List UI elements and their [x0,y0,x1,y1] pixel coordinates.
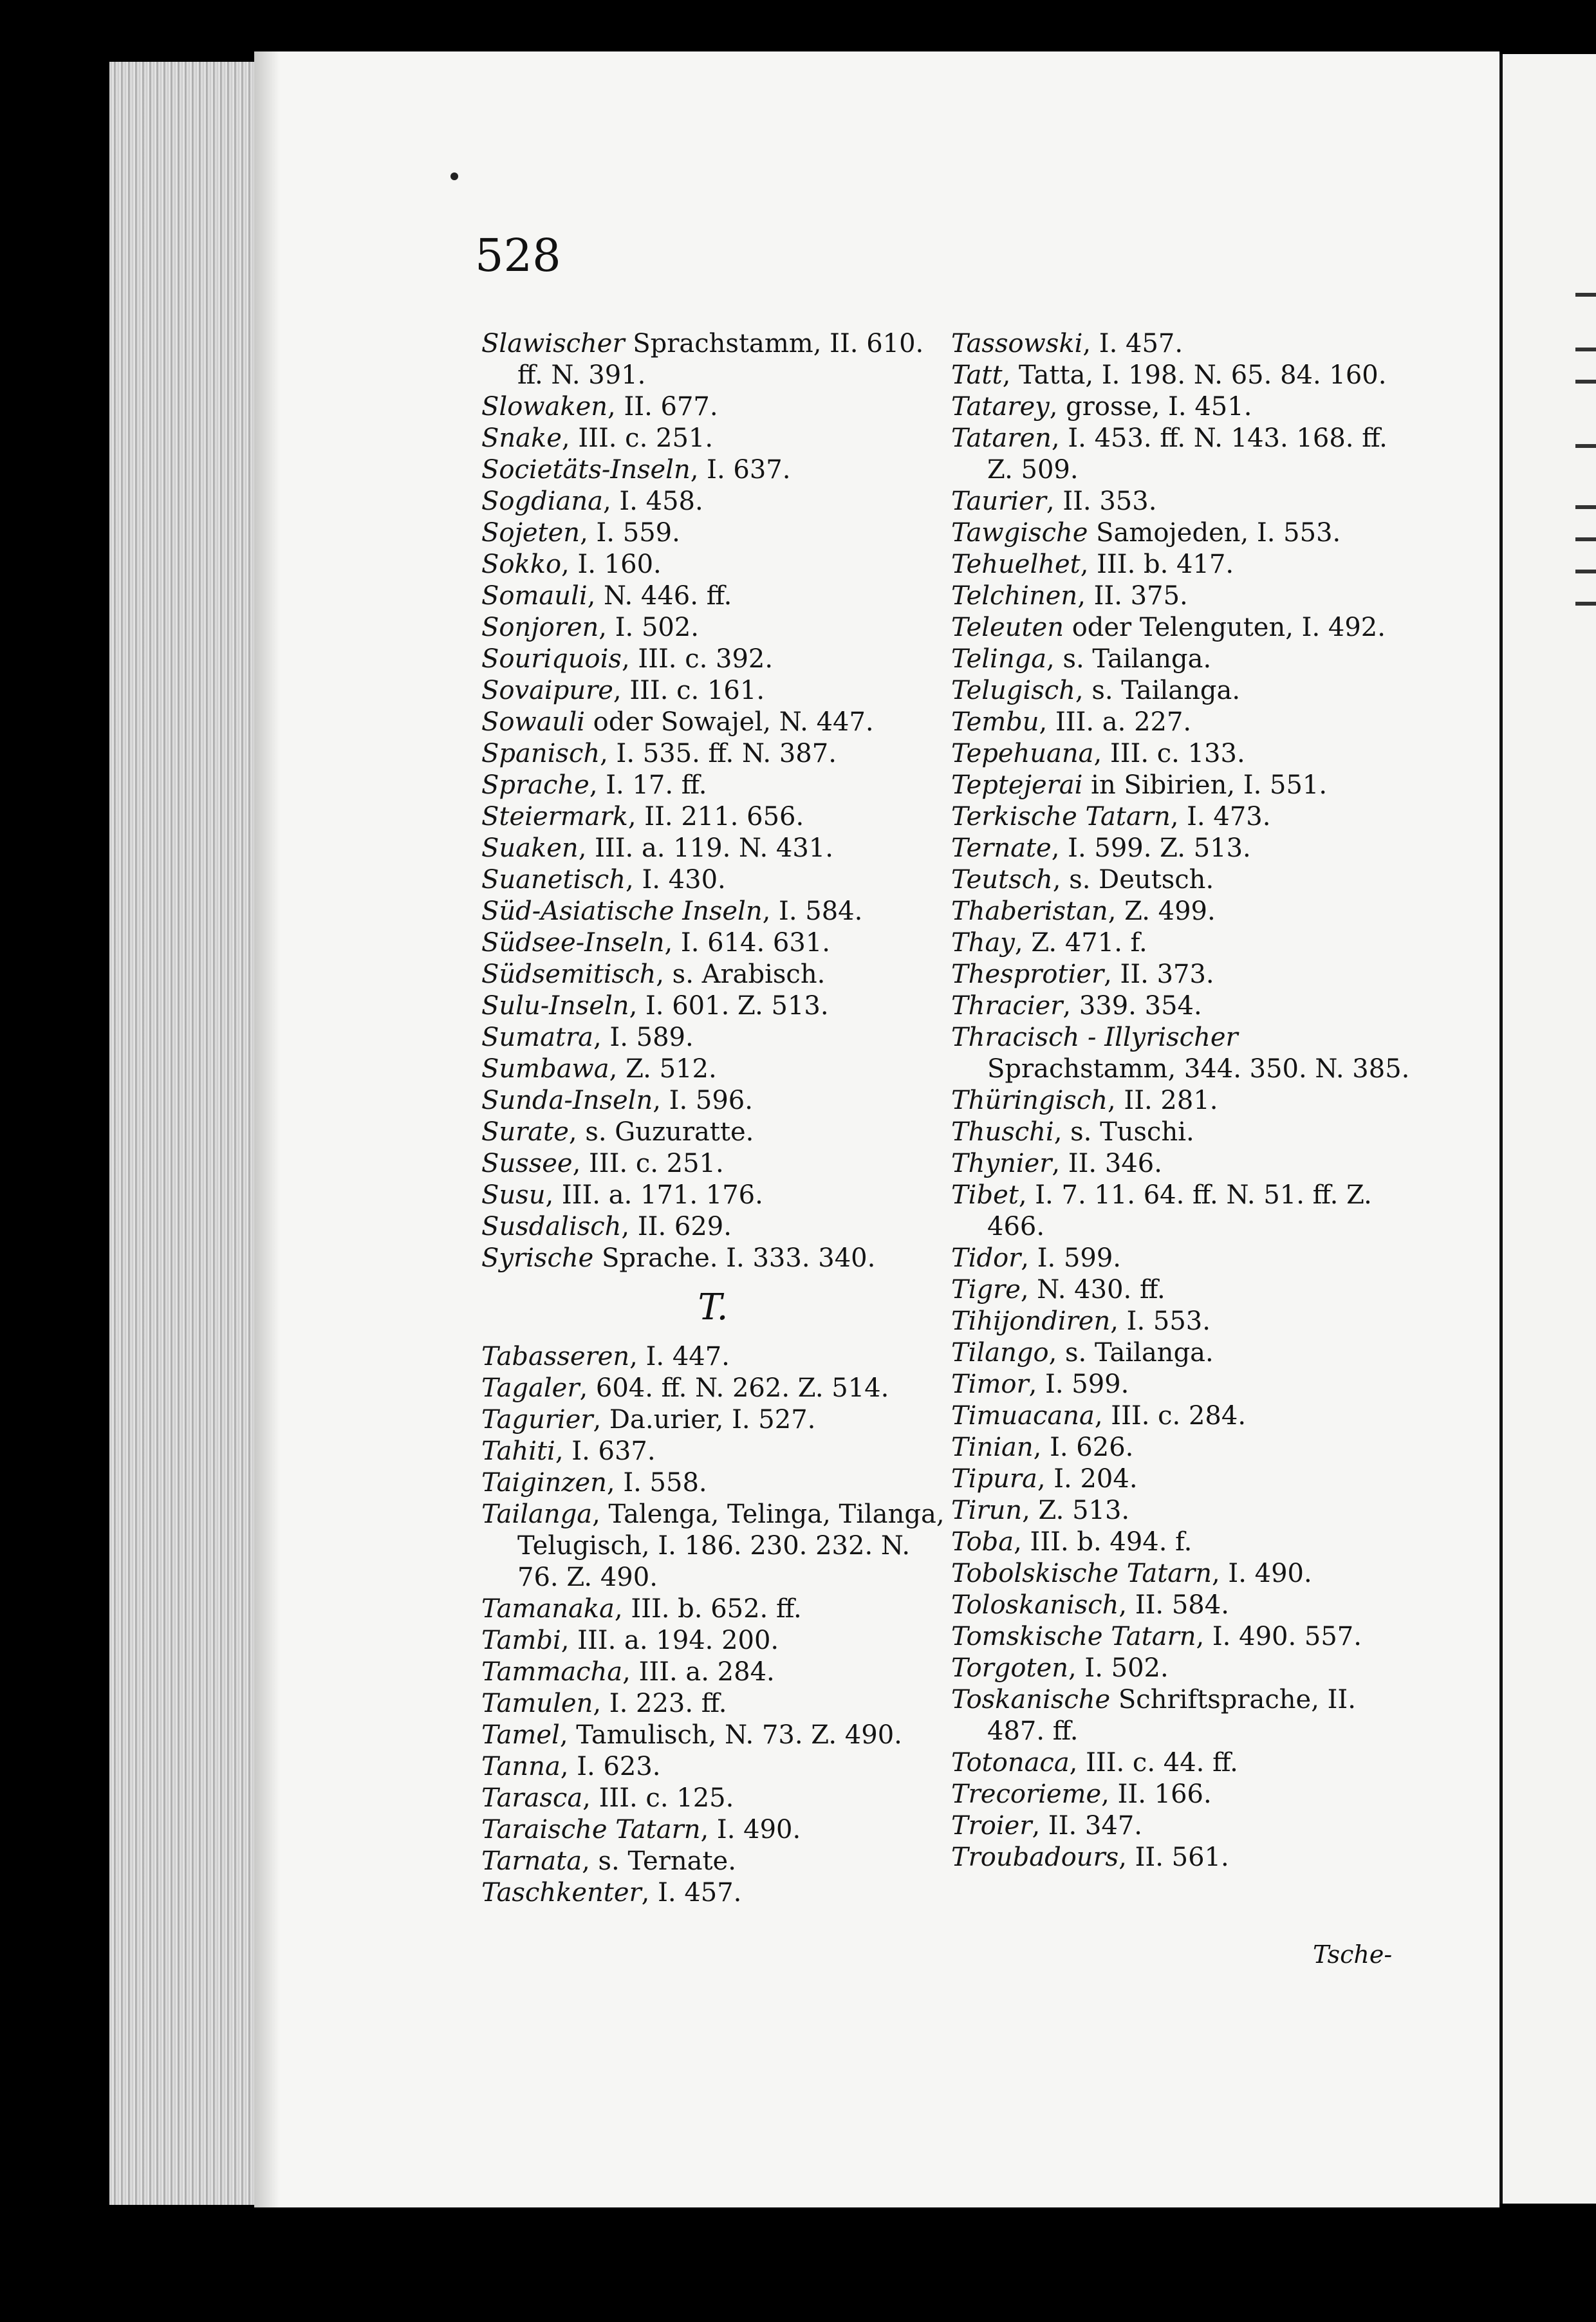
entry-term: Suaken [481,833,579,863]
index-entry [481,549,945,580]
entry-reference: , I. 502. [598,613,700,642]
index-entry [951,1558,1415,1590]
entry-term: Slowaken [481,392,608,422]
entry-reference: , I. 473. [1170,802,1271,831]
entry-term: Thracisch - Illyrischer [951,1023,1238,1052]
entry-term: Thynier [951,1149,1052,1178]
entry-reference: , s. Tailanga. [1075,676,1241,705]
entry-term: Südsee-Inseln [481,928,665,958]
entry-reference: , I. 430. [626,865,726,895]
adjacent-page-text-fragments [1575,0,1596,2322]
entry-reference: , I. 589. [593,1023,694,1052]
entry-term: Syrische [481,1243,594,1273]
index-entry [951,1180,1415,1243]
index-entry [951,328,1415,360]
entry-reference: Sprachstamm, 344. 350. N. 385. [987,1054,1410,1084]
entry-reference: , N. 430. ff. [1020,1275,1165,1305]
entry-reference: , I. 584. [762,896,863,926]
entry-reference: , III. a. 194. 200. [561,1626,779,1655]
index-entry [481,1814,945,1846]
entry-term: Tatarey [951,392,1050,422]
index-entry [951,1085,1415,1117]
entry-reference: , II. 347. [1032,1811,1142,1841]
index-entry [951,1022,1415,1085]
index-entry [951,360,1415,391]
entry-reference: , III. b. 494. f. [1014,1527,1192,1557]
entry-reference: , II. 346. [1052,1149,1162,1178]
index-entry [481,990,945,1022]
entry-term: Sumbawa [481,1054,609,1084]
entry-term: Teutsch [951,865,1053,895]
entry-reference: , I. 553. [1110,1306,1211,1336]
entry-term: Snake [481,423,562,453]
entry-term: Tamulen [481,1689,593,1718]
entry-term: Steiermark [481,802,628,831]
index-entry [481,1657,945,1688]
entry-reference: , II. 353. [1046,487,1157,516]
index-entry [481,1404,945,1436]
entry-term: Sogdiana [481,487,603,516]
entry-reference: , II. 584. [1118,1590,1229,1620]
index-entry [481,454,945,486]
entry-term: Somauli [481,581,588,611]
entry-reference: Samojeden, I. 553. [1088,518,1341,548]
index-entry [951,1148,1415,1180]
index-entry [951,1653,1415,1684]
entry-term: Thuschi [951,1117,1054,1147]
index-entry [951,833,1415,864]
index-entry [481,864,945,896]
entry-reference: , III. a. 284. [622,1657,775,1687]
entry-term: Tihijondiren [951,1306,1111,1336]
entry-term: Toba [951,1527,1014,1557]
index-entry [481,896,945,927]
index-entry [951,896,1415,927]
entry-reference: , I. 490. [1212,1559,1312,1588]
index-entry [951,1810,1415,1842]
entry-reference: , I. 599. Z. 513. [1051,833,1251,863]
index-entry [481,1054,945,1085]
index-entry [951,738,1415,770]
entry-term: Taurier [951,487,1046,516]
entry-term: Timuacana [951,1401,1095,1431]
entry-reference: , I. 558. [606,1468,707,1498]
entry-reference: , I. 490. [700,1815,801,1844]
entry-term: Thüringisch [951,1086,1108,1115]
entry-reference: , I. 596. [653,1086,753,1115]
entry-reference: , I. 599. [1028,1370,1129,1399]
entry-term: Societäts-Inseln [481,455,691,485]
entry-term: Tailanga [481,1500,593,1529]
entry-reference: , I. 626. [1033,1433,1134,1462]
entry-term: Spanisch [481,739,600,768]
index-entry [951,990,1415,1022]
entry-reference: , I. 447. [629,1342,730,1371]
entry-reference: , I. 17. ff. [589,770,707,800]
entry-term: Timor [951,1370,1029,1399]
entry-term: Tehuelhet [951,550,1081,579]
index-entry [481,1625,945,1657]
index-entry [951,801,1415,833]
entry-reference: , I. 458. [602,487,703,516]
entry-term: Süd-Asiatische Inseln [481,896,763,926]
entry-term: Sunda-Inseln [481,1086,653,1115]
entry-term: Sowauli [481,707,585,737]
entry-term: Thay [951,928,1015,958]
entry-term: Thesprotier [951,960,1104,989]
entry-reference: , III. c. 284. [1094,1401,1247,1431]
index-entry [481,675,945,707]
index-entry [481,1720,945,1751]
index-entry [481,1499,945,1593]
index-entry [481,1341,945,1373]
entry-reference: , I. 490. 557. [1196,1622,1362,1651]
entry-term: Surate [481,1117,569,1147]
index-entry [951,1842,1415,1873]
entry-term: Torgoten [951,1653,1068,1683]
entry-reference: , 339. 354. [1062,991,1202,1021]
index-entry [481,707,945,738]
entry-reference: , I. 453. ff. N. 143. 168. ff. Z. 509. [987,423,1387,485]
index-entry [951,1243,1415,1274]
entry-reference: , I. 502. [1068,1653,1169,1683]
index-entry [481,580,945,612]
entry-reference: , III. a. 119. N. 431. [578,833,833,863]
index-entry [951,1621,1415,1653]
entry-term: Tahiti [481,1436,555,1466]
entry-reference: , I. 601. Z. 513. [629,991,829,1021]
entry-term: Sonjoren [481,613,599,642]
index-entry [951,959,1415,990]
index-entry [951,423,1415,486]
entry-term: Sumatra [481,1023,593,1052]
entry-term: Suanetisch [481,865,626,895]
entry-reference: , II. 166. [1101,1779,1212,1809]
index-entry [481,1783,945,1814]
entry-reference: , I. 559. [580,518,680,548]
index-entry [951,391,1415,423]
entry-term: Tobolskische Tatarn [951,1559,1212,1588]
index-entry [951,1779,1415,1810]
entry-term: Tatt [951,360,1003,390]
entry-term: Sussee [481,1149,573,1178]
entry-reference: , I. 535. ff. N. 387. [600,739,837,768]
entry-term: Tarnata [481,1846,582,1876]
entry-term: Tirun [951,1496,1023,1525]
index-entry [481,1688,945,1720]
catchword: Tsche- [1313,1940,1393,1969]
entry-reference: , III. b. 652. ff. [614,1594,802,1624]
entry-reference: , Tamulisch, N. 73. Z. 490. [559,1720,902,1750]
entry-term: Tibet [951,1180,1019,1210]
entry-term: Tipura [951,1464,1037,1494]
entry-reference: , Z. 512. [609,1054,717,1084]
index-entry [481,517,945,549]
entry-reference: , Z. 513. [1022,1496,1130,1525]
entry-reference: , III. c. 161. [613,676,765,705]
entry-reference: , I. 160. [561,550,662,579]
entry-reference: in Sibirien, I. 551. [1082,770,1328,800]
entry-term: Teleuten [951,613,1064,642]
index-entry [951,1117,1415,1148]
index-entry [481,1436,945,1467]
entry-reference: , I. 599. [1021,1243,1122,1273]
entry-reference: Sprachstamm, II. 610. ff. N. 391. [517,329,924,390]
index-entry [951,927,1415,959]
index-entry [481,1085,945,1117]
entry-reference: , III. c. 125. [582,1783,734,1813]
entry-term: Telugisch [951,676,1075,705]
entry-term: Tammacha [481,1657,623,1687]
entry-reference: , II. 561. [1118,1843,1229,1872]
entry-term: Tomskische Tatarn [951,1622,1196,1651]
index-column-right [951,328,1415,1873]
index-entry [481,1877,945,1909]
index-entry [481,770,945,801]
entry-reference: , I. 457. [641,1878,742,1908]
entry-reference: , III. a. 171. 176. [545,1180,763,1210]
page-edge-stack [109,62,257,2205]
entry-reference: , Da.urier, I. 527. [593,1405,816,1435]
entry-term: Susu [481,1180,546,1210]
entry-reference: , I. 223. ff. [593,1689,727,1718]
index-entry [481,1593,945,1625]
entry-term: Trecorieme [951,1779,1102,1809]
index-entry [481,1022,945,1054]
entry-reference: , 604. ff. N. 262. Z. 514. [579,1373,889,1403]
index-entry [481,1117,945,1148]
entry-term: Sulu-Inseln [481,991,629,1021]
entry-term: Toloskanisch [951,1590,1119,1620]
entry-reference: , s. Guzuratte. [568,1117,754,1147]
entry-term: Terkische Tatarn [951,802,1171,831]
index-entry [951,1337,1415,1369]
entry-term: Susdalisch [481,1212,622,1241]
entry-term: Teptejerai [951,770,1083,800]
entry-term: Tagaler [481,1373,580,1403]
entry-term: Tepehuana [951,739,1094,768]
index-entry [951,1369,1415,1400]
index-entry [951,486,1415,517]
index-entry [951,1495,1415,1527]
index-entry [951,1432,1415,1463]
entry-reference: oder Telenguten, I. 492. [1063,613,1386,642]
index-entry [481,486,945,517]
entry-reference: , II. 677. [608,392,718,422]
entry-reference: , I. 457. [1082,329,1183,358]
entry-term: Südsemitisch [481,960,656,989]
index-entry [951,580,1415,612]
index-entry [481,1243,945,1274]
index-entry [951,770,1415,801]
entry-reference: , s. Deutsch. [1052,865,1214,895]
entry-term: Sovaipure [481,676,613,705]
entry-reference: , II. 211. 656. [627,802,804,831]
index-column-left [481,328,945,1909]
gutter-shadow [254,51,280,2207]
entry-reference: , III. a. 227. [1039,707,1192,737]
entry-reference: Schriftsprache, II. 487. ff. [987,1685,1356,1746]
entry-term: Slawischer [481,329,625,358]
entry-reference: , III. c. 392. [621,644,774,674]
index-entry [951,1590,1415,1621]
index-entry [481,1148,945,1180]
index-entry [951,1684,1415,1747]
entry-term: Tamanaka [481,1594,615,1624]
index-entry [481,391,945,423]
index-entry [481,328,945,391]
index-entry [481,738,945,770]
section-letter: T. [698,1286,728,1328]
entry-term: Tambi [481,1626,561,1655]
entry-term: Tembu [951,707,1039,737]
entry-reference: , III. c. 44. ff. [1069,1748,1238,1778]
entry-reference: , I. 637. [690,455,791,485]
entry-reference: , I. 204. [1037,1464,1138,1494]
entry-reference: , s. Tailanga. [1046,644,1212,674]
index-entry [481,833,945,864]
entry-term: Tilango [951,1338,1049,1368]
entry-reference: , III. c. 251. [561,423,714,453]
entry-reference: , s. Tuschi. [1053,1117,1194,1147]
index-entry [951,1306,1415,1337]
index-entry [481,1373,945,1404]
entry-term: Tamel [481,1720,560,1750]
page-number: 528 [475,229,561,282]
entry-reference: , s. Tailanga. [1048,1338,1214,1368]
index-entry [481,1751,945,1783]
index-entry [481,612,945,644]
index-entry [951,549,1415,580]
entry-reference: , grosse, I. 451. [1049,392,1252,422]
entry-reference: , II. 281. [1107,1086,1218,1115]
entry-reference: , III. b. 417. [1080,550,1234,579]
index-entry [481,1180,945,1211]
index-entry [951,1400,1415,1432]
entry-term: Totonaca [951,1748,1070,1778]
entry-term: Ternate [951,833,1052,863]
entry-term: Tassowski [951,329,1083,358]
index-entry [481,1467,945,1499]
entry-reference: , I. 637. [555,1436,656,1466]
entry-reference: , Z. 471. f. [1014,928,1147,958]
entry-term: Telchinen [951,581,1078,611]
entry-term: Sokko [481,550,562,579]
index-entry [951,1463,1415,1495]
index-entry [951,675,1415,707]
entry-term: Sprache [481,770,589,800]
entry-term: Toskanische [951,1685,1111,1714]
entry-term: Tidor [951,1243,1021,1273]
entry-term: Thaberistan [951,896,1108,926]
index-entry [481,1846,945,1877]
entry-term: Thracier [951,991,1063,1021]
index-entry [951,517,1415,549]
index-entry [951,864,1415,896]
entry-reference: , I. 7. 11. 64. ff. N. 51. ff. Z. 466. [987,1180,1372,1241]
ink-dot [450,172,458,180]
index-entry [481,927,945,959]
entry-reference: , III. c. 251. [572,1149,724,1178]
entry-reference: oder Sowajel, N. 447. [584,707,874,737]
entry-term: Tigre [951,1275,1021,1305]
entry-reference: , s. Ternate. [582,1846,736,1876]
entry-term: Tanna [481,1752,561,1781]
entry-reference: Sprache. I. 333. 340. [593,1243,876,1273]
entry-term: Tagurier [481,1405,593,1435]
index-entry [481,423,945,454]
entry-reference: , Talenga, Telinga, Tilanga, Telugisch, I. 186. 230. 232. N. 76. Z. 490. [517,1500,945,1592]
index-entry [951,644,1415,675]
entry-reference: , I. 623. [560,1752,661,1781]
entry-reference: , Z. 499. [1108,896,1216,926]
index-entry [481,644,945,675]
entry-term: Taraische Tatarn [481,1815,701,1844]
entry-term: Tawgische [951,518,1088,548]
entry-term: Souriquois [481,644,622,674]
index-entry [481,801,945,833]
entry-term: Taschkenter [481,1878,642,1908]
entry-term: Tinian [951,1433,1034,1462]
entry-reference: , III. c. 133. [1093,739,1245,768]
entry-reference: , N. 446. ff. [587,581,732,611]
index-entry [481,959,945,990]
entry-reference: , II. 373. [1104,960,1214,989]
entry-reference: , II. 629. [621,1212,732,1241]
entry-term: Telinga [951,644,1047,674]
index-entry [951,707,1415,738]
index-entry [951,1274,1415,1306]
index-entry [481,1211,945,1243]
entry-term: Troubadours [951,1843,1119,1872]
entry-term: Taiginzen [481,1468,607,1498]
entry-term: Tabasseren [481,1342,630,1371]
entry-term: Sojeten [481,518,580,548]
entry-reference: , I. 614. 631. [664,928,830,958]
entry-reference: , II. 375. [1077,581,1188,611]
entry-term: Troier [951,1811,1032,1841]
entry-term: Tataren [951,423,1052,453]
index-entry [951,1527,1415,1558]
entry-reference: , s. Arabisch. [656,960,826,989]
entry-term: Tarasca [481,1783,583,1813]
index-entry [951,612,1415,644]
entry-reference: , Tatta, I. 198. N. 65. 84. 160. [1002,360,1387,390]
index-entry [951,1747,1415,1779]
